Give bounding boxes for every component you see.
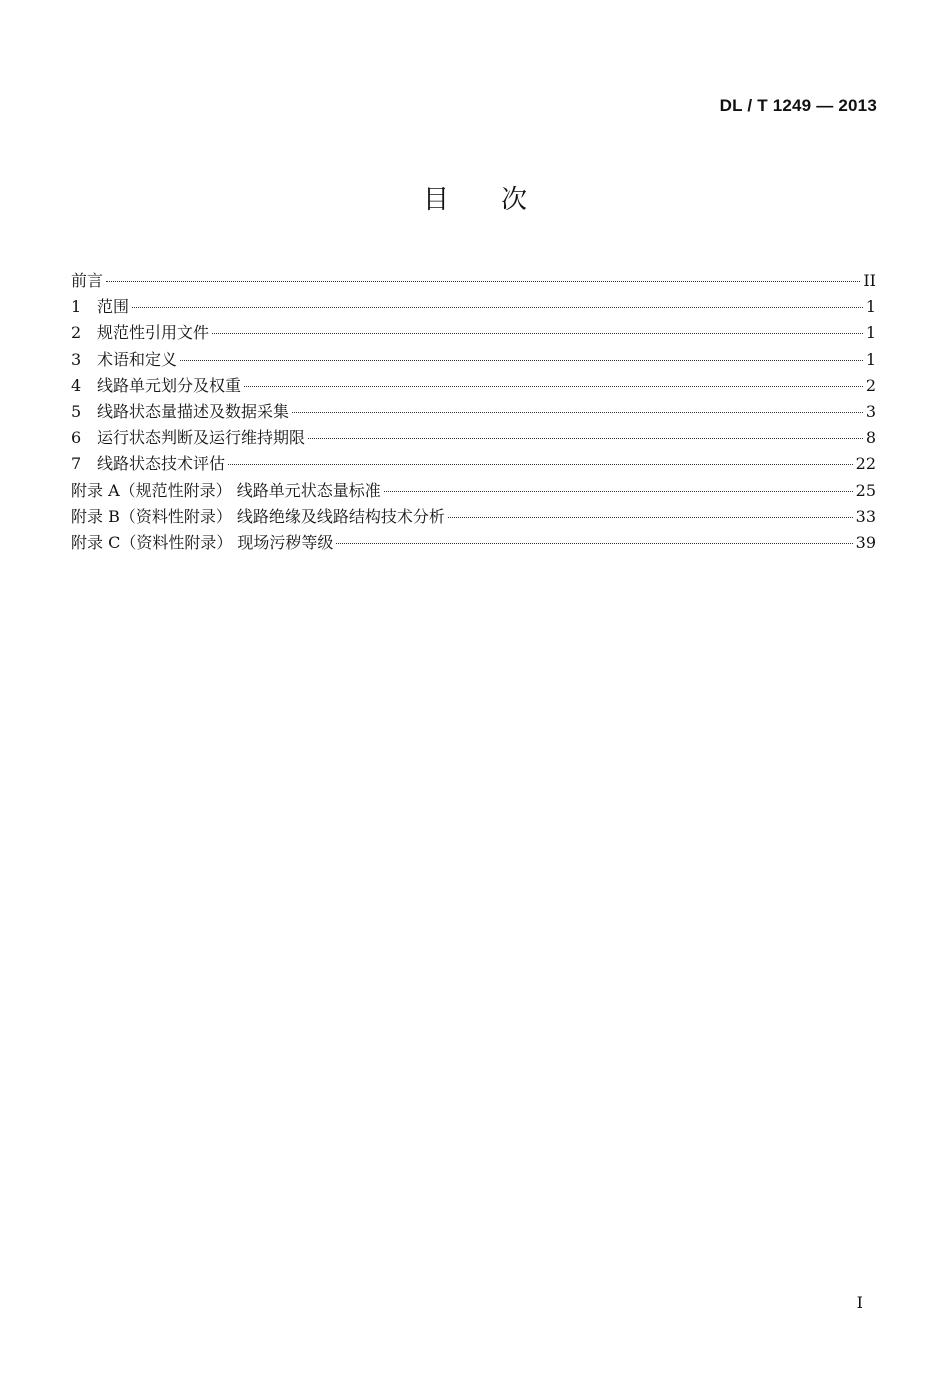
toc-entry-page: 1 bbox=[865, 297, 876, 317]
toc-entry-label bbox=[71, 373, 241, 399]
toc-dot-leader bbox=[106, 281, 860, 282]
toc-entry-2[interactable] bbox=[71, 320, 876, 346]
toc-entry-page: 25 bbox=[855, 480, 876, 500]
toc-entry-number: 1 bbox=[71, 297, 82, 317]
toc-entry-label: 附录 B（资料性附录） 线路绝缘及线路结构技术分析 bbox=[71, 506, 445, 526]
standard-code: DL / T 1249 — 2013 bbox=[719, 96, 877, 115]
toc-entry-page: 33 bbox=[855, 506, 876, 526]
toc-dot-leader bbox=[212, 333, 863, 334]
toc-entry-1[interactable] bbox=[71, 294, 876, 320]
toc-entry-label bbox=[71, 399, 289, 425]
toc-entry-page: 22 bbox=[855, 454, 876, 474]
toc-entry-label bbox=[71, 294, 129, 320]
toc-entry-number: 6 bbox=[71, 428, 82, 448]
toc-entry-number: 5 bbox=[71, 401, 82, 421]
toc-dot-leader bbox=[336, 543, 852, 544]
toc-entry-4[interactable] bbox=[71, 373, 876, 399]
toc-dot-leader bbox=[384, 491, 853, 492]
toc-entry-3[interactable] bbox=[71, 347, 876, 373]
toc-entry-page: 3 bbox=[865, 401, 876, 421]
table-of-contents bbox=[71, 268, 876, 556]
toc-entry-5[interactable] bbox=[71, 399, 876, 425]
toc-entry-text: 线路状态技术评估 bbox=[97, 454, 226, 474]
page-number: I bbox=[856, 1293, 863, 1312]
toc-entry-text: 规范性引用文件 bbox=[97, 323, 210, 343]
toc-entry-appendix-b[interactable] bbox=[71, 504, 876, 530]
toc-dot-leader bbox=[228, 464, 853, 465]
toc-dot-leader bbox=[244, 386, 863, 387]
toc-entry-page: 39 bbox=[855, 532, 876, 552]
toc-entry-appendix-c[interactable] bbox=[71, 530, 876, 556]
toc-entry-number: 3 bbox=[71, 349, 82, 369]
toc-entry-6[interactable] bbox=[71, 425, 876, 451]
toc-entry-text: 线路状态量描述及数据采集 bbox=[97, 401, 290, 421]
toc-entry-page: II bbox=[863, 271, 876, 290]
toc-dot-leader bbox=[180, 360, 863, 361]
toc-entry-page: 1 bbox=[865, 349, 876, 369]
toc-entry-label: 前言 bbox=[71, 271, 104, 290]
toc-entry-page: 2 bbox=[865, 375, 876, 395]
toc-dot-leader bbox=[132, 307, 863, 308]
toc-entry-7[interactable] bbox=[71, 451, 876, 477]
toc-entry-page: 8 bbox=[865, 428, 876, 448]
toc-entry-label bbox=[71, 451, 225, 477]
toc-entry-number: 7 bbox=[71, 454, 82, 474]
toc-entry-appendix-a[interactable] bbox=[71, 478, 876, 504]
toc-entry-page: 1 bbox=[865, 323, 876, 343]
page-title: 目次 bbox=[422, 185, 579, 215]
toc-entry-text: 范围 bbox=[97, 297, 130, 317]
toc-entry-text: 术语和定义 bbox=[97, 349, 178, 369]
toc-dot-leader bbox=[448, 517, 853, 518]
toc-entry-label bbox=[71, 320, 209, 346]
toc-entry-label: 附录 C（资料性附录） 现场污秽等级 bbox=[71, 532, 334, 552]
toc-entry-label: 附录 A（规范性附录） 线路单元状态量标准 bbox=[71, 480, 381, 500]
toc-entry-number: 2 bbox=[71, 323, 82, 343]
toc-entry-text: 线路单元划分及权重 bbox=[97, 375, 242, 395]
toc-entry-label bbox=[71, 425, 305, 451]
toc-entry-label bbox=[71, 347, 177, 373]
toc-entry-text: 运行状态判断及运行维持期限 bbox=[97, 428, 306, 448]
toc-dot-leader bbox=[308, 438, 863, 439]
toc-dot-leader bbox=[292, 412, 863, 413]
toc-entry-number: 4 bbox=[71, 375, 82, 395]
toc-entry-preface[interactable] bbox=[71, 268, 876, 294]
